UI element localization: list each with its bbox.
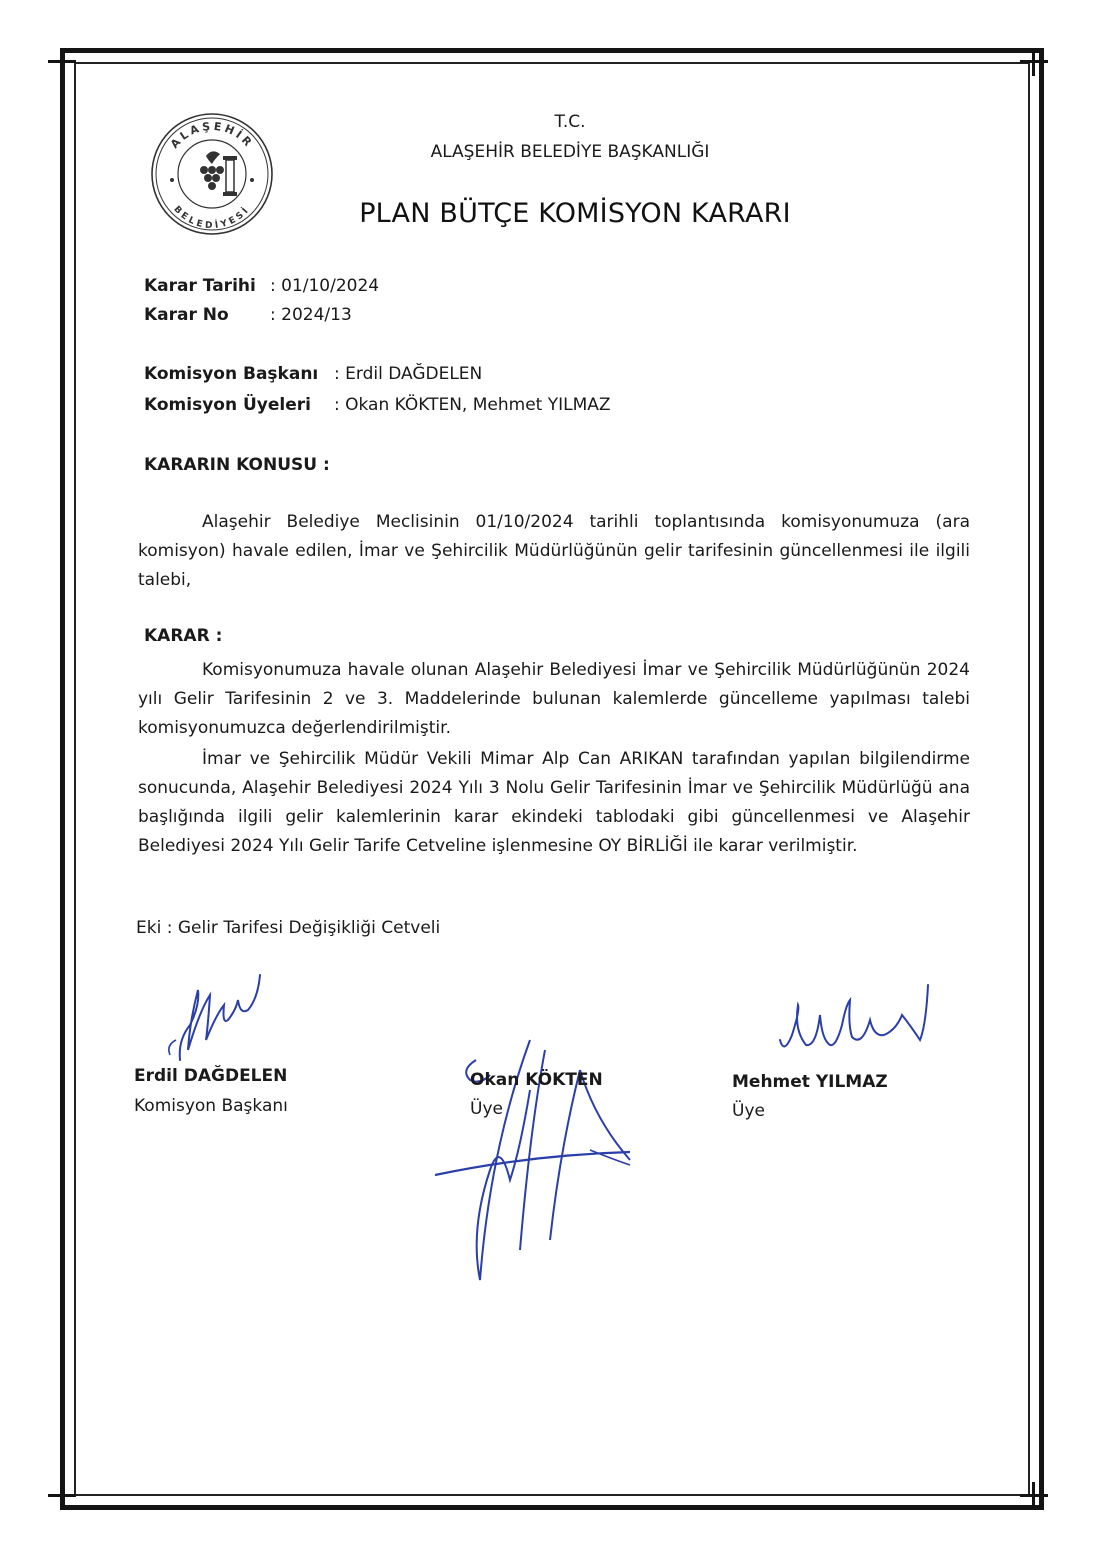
header-tc: T.C.: [554, 112, 586, 132]
signatory-2-role: Üye: [470, 1099, 503, 1119]
seal-top-text: ALAŞEHİR: [167, 119, 257, 151]
document-title: PLAN BÜTÇE KOMİSYON KARARI: [359, 198, 791, 229]
karar-no-row: [144, 305, 352, 325]
konu-paragraph: [138, 508, 970, 595]
karar-heading: KARAR :: [144, 626, 223, 646]
signature-erdil: [150, 970, 280, 1070]
komisyon-baskani-row: [144, 364, 482, 384]
signatory-3-role: Üye: [732, 1101, 765, 1121]
signatory-3-name: Mehmet YILMAZ: [732, 1072, 888, 1092]
karar-text-1: Komisyonumuza havale olunan Alaşehir Belediyesi İmar ve Şehircilik Müdürlüğünün 2024 yılı Gelir Tarifesinin 2 ve 3. Maddelerinde bulunan kalemlerde güncelleme yapılması talebi komisyonumuzca değerlendirilmiştir.: [138, 660, 970, 738]
municipality-seal-icon: [148, 110, 276, 238]
komisyon-baskani-label: Komisyon Başkanı: [144, 364, 319, 384]
header-institution: ALAŞEHİR BELEDİYE BAŞKANLIĞI: [430, 142, 710, 162]
corner-ornament-bottom-right: [1020, 1482, 1048, 1510]
signatory-2-name: Okan KÖKTEN: [470, 1070, 603, 1090]
konu-text: Alaşehir Belediye Meclisinin 01/10/2024 tarihli toplantısında komisyonumuza (ara komisyon) havale edilen, İmar ve Şehircilik Müdürlüğünün gelir tarifesinin güncellenmesi ile ilgili talebi,: [138, 512, 970, 590]
karar-paragraph-2: [138, 745, 970, 861]
karar-tarihi-label: Karar Tarihi: [144, 276, 256, 296]
attachment-note: Eki : Gelir Tarifesi Değişikliği Cetveli: [136, 918, 441, 938]
karar-text-2: İmar ve Şehircilik Müdür Vekili Mimar Alp Can ARIKAN tarafından yapılan bilgilendirme sonucunda, Alaşehir Belediyesi 2024 Yılı 3 Nolu Gelir Tarifesinin İmar ve Şehircilik Müdürlüğü ana başlığında ilgili gelir kalemlerinin karar ekindeki tablodaki gibi güncellenmesi ve Alaşehir Belediyesi 2024 Yılı Gelir Tarife Cetveline işlenmesine OY BİRLİĞİ ile karar verilmiştir.: [138, 749, 970, 856]
komisyon-baskani-value: : Erdil DAĞDELEN: [334, 364, 483, 384]
signatory-1-name: Erdil DAĞDELEN: [134, 1066, 288, 1086]
corner-ornament-top-left: [48, 48, 76, 76]
svg-text:ALAŞEHİR: [168, 120, 256, 151]
signature-mehmet: [770, 975, 940, 1065]
corner-ornament-bottom-left: [48, 1482, 76, 1510]
signatory-1-role: Komisyon Başkanı: [134, 1096, 288, 1116]
signature-okan: [430, 1030, 640, 1290]
karar-tarihi-value: : 01/10/2024: [270, 276, 380, 296]
konu-heading: KARARIN KONUSU :: [144, 455, 330, 475]
karar-no-label: Karar No: [144, 305, 229, 325]
komisyon-uyeleri-row: [144, 395, 611, 415]
seal-bottom-text: BELEDİYESİ: [171, 204, 253, 232]
karar-paragraph-1: [138, 656, 970, 743]
komisyon-uyeleri-value: : Okan KÖKTEN, Mehmet YILMAZ: [334, 395, 611, 415]
karar-tarihi-row: [144, 276, 379, 296]
corner-ornament-top-right: [1020, 48, 1048, 76]
karar-no-value: : 2024/13: [270, 305, 352, 325]
komisyon-uyeleri-label: Komisyon Üyeleri: [144, 395, 311, 415]
